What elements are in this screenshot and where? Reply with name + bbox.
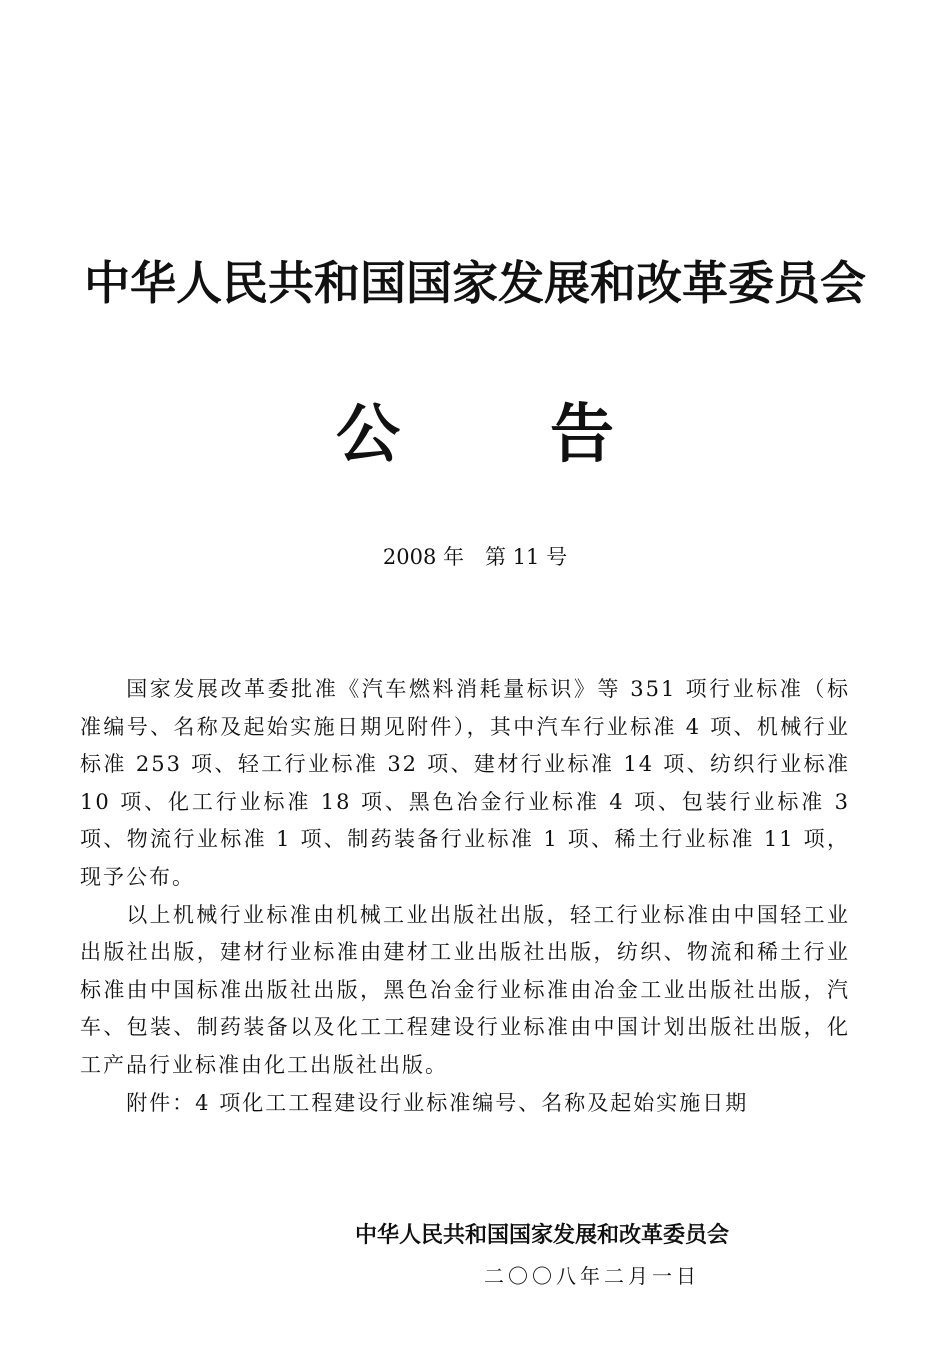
body-paragraph-attachment: 附件：4 项化工工程建设行业标准编号、名称及起始实施日期 [126, 1090, 749, 1115]
issuer-signature: 中华人民共和国国家发展和改革委员会 [355, 1223, 730, 1248]
issue-number: 2008 年 第 11 号 [382, 545, 568, 569]
body-paragraph-publishers: 以上机械行业标准由机械工业出版社出版，轻工行业标准由中国轻工业出版社出版，建材行业标准由建材工业出版社出版，纺织、物流和稀土行业标准由中国标准出版社出版，黑色冶金行业标准由冶金工业出版社出版，汽车、包装、制药装备以及化工工程建设行业标准由中国计划出版社出版，化工产品行业标准由化工出版社出版。 [80, 902, 850, 1077]
issue-date: 二〇〇八年二月一日 [484, 1264, 700, 1288]
issuer-title: 中华人民共和国国家发展和改革委员会 [84, 256, 866, 310]
body-paragraph-standards: 国家发展改革委批准《汽车燃料消耗量标识》等 351 项行业标准（标准编号、名称及起始实施日期见附件），其中汽车行业标准 4 项、机械行业标准 253 项、轻工行业标准 32 项、建材行业标准 14 项、纺织行业标准 10 项、化工行业标准 18 项、黑色冶金行业标准 4 项、包装行业标准 3 项、物流行业标准 1 项、制药装备行业标准 1 项、稀土行业标准 11 项，现予公布。 [80, 677, 850, 889]
announcement-body [80, 671, 850, 1122]
document-type-heading: 公告 [336, 398, 764, 472]
